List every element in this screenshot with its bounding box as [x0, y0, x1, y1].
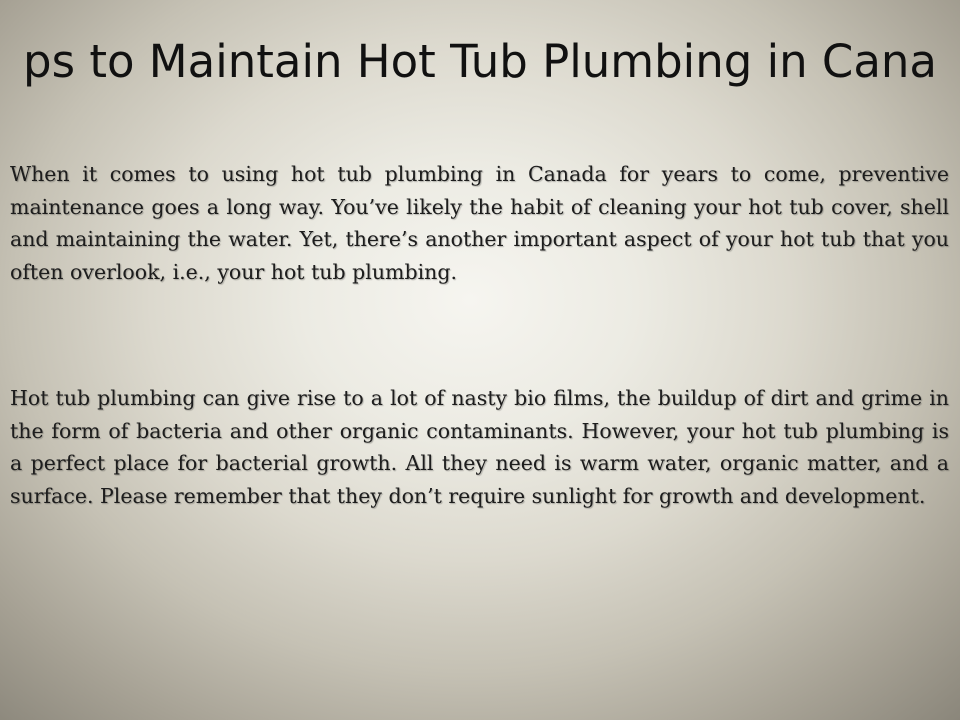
body-paragraph: Hot tub plumbing can give rise to a lot of nasty bio films, the buildup of dirt and grime in the form of bacteria and other organic contaminants. However, your hot tub plumbing is a perfect place for bacterial growth. All they need is warm water, organic matter, and a surface. Please remember that they don’t require sunlight for growth and development. — [10, 386, 949, 508]
slide-title: ps to Maintain Hot Tub Plumbing in Cana — [23, 35, 937, 88]
body-paragraph: When it comes to using hot tub plumbing in Canada for years to come, preventive maintenance goes a long way. You’ve likely the habit of cleaning your hot tub cover, shell and maintaining the water. Yet, there’s another important aspect of your hot tub that you often overlook, i.e., your hot tub plumbing. — [10, 162, 949, 284]
